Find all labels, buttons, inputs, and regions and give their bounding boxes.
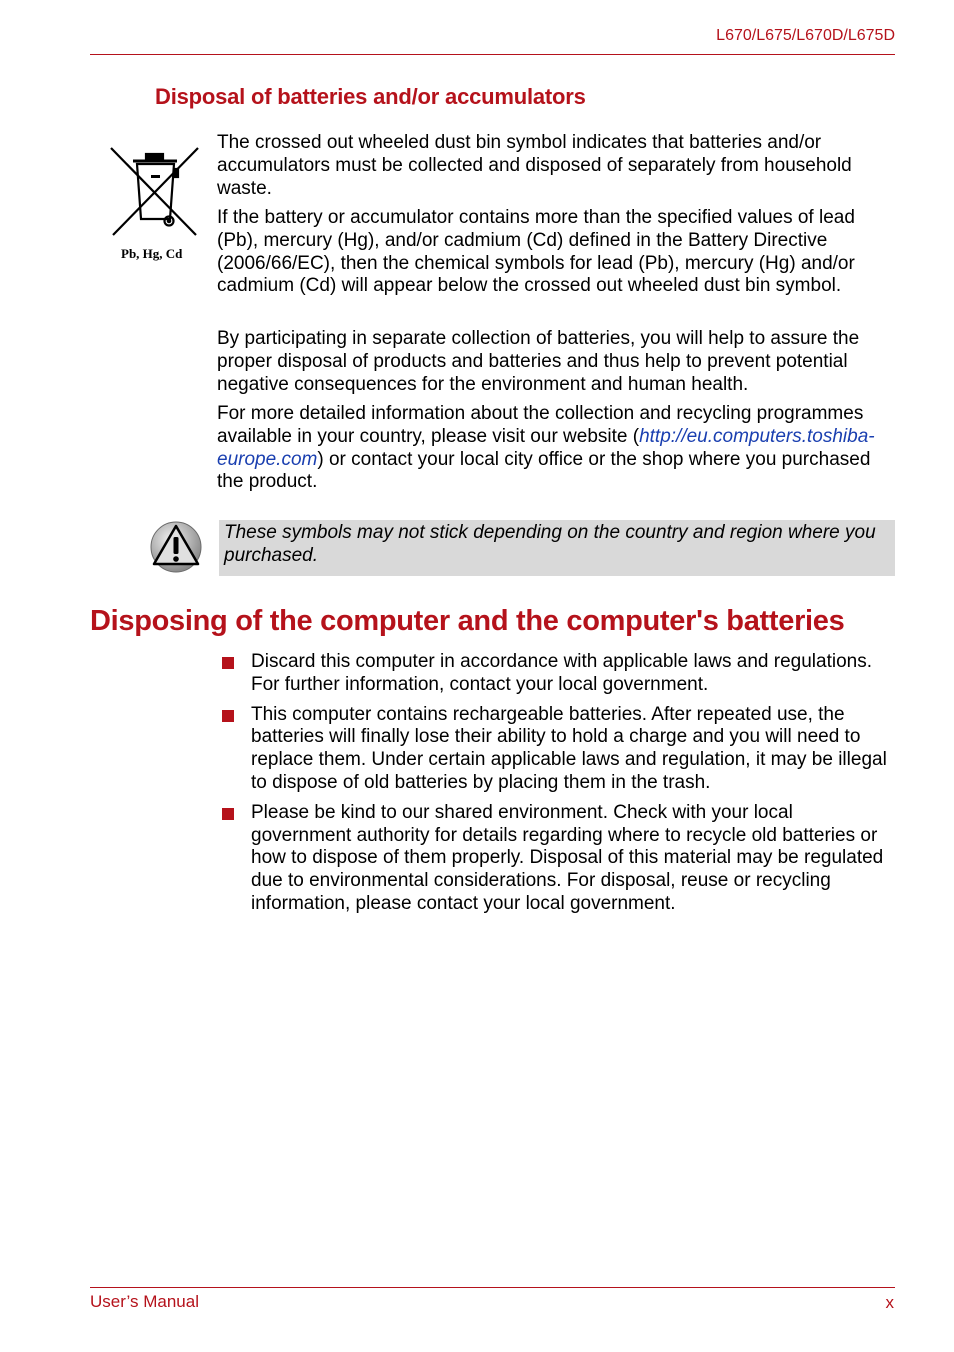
warning-icon <box>149 520 203 574</box>
list-item <box>220 651 896 697</box>
list-item-text: Discard this computer in accordance with applicable laws and regulations. For further information, contact your local government. <box>251 651 872 695</box>
subsection-title: Disposal of batteries and/or accumulators <box>155 84 586 109</box>
bullet-square-icon <box>222 657 234 669</box>
header-model: L670/L675/L670D/L675D <box>716 27 895 44</box>
footer-rule <box>90 1287 895 1288</box>
toshiba-website-link[interactable]: http://eu.computers.toshiba-europe.com <box>217 425 875 470</box>
note-box: These symbols may not stick depending on the country and region where you purchased. <box>219 520 895 576</box>
paragraph-separate-collection: By participating in separate collection of batteries, you will help to assure the proper disposal of products and batteries and thus help to prevent potential negative consequences for the environment and human health. <box>217 328 860 395</box>
list-item-text: This computer contains rechargeable batteries. After repeated use, the batteries will finally lose their ability to hold a charge and you will need to replace them. Under certain applicable laws and regulation, it may be illegal to dispose of old batteries by placing them in the trash. <box>251 703 887 793</box>
paragraph-more-info <box>217 403 893 494</box>
list-item <box>220 802 896 916</box>
list-item <box>220 704 896 795</box>
crossed-out-bin-icon <box>108 145 202 241</box>
list-item-text: Please be kind to our shared environment. Check with your local government authority for details regarding where to recycle old batteries or how to dispose of them properly. Disposal of this material may be regulated due to environmental considerations. For disposal, reuse or recycling information, please contact your local government. <box>251 801 884 914</box>
header-rule <box>90 54 895 55</box>
section-title: Disposing of the computer and the computer's batteries <box>90 605 845 637</box>
disposal-bullet-list <box>220 651 896 923</box>
footer-manual-label: User’s Manual <box>90 1292 199 1311</box>
bullet-square-icon <box>222 710 234 722</box>
more-info-text-after: ) or contact your local city office or the shop where you purchased the product. <box>217 448 871 493</box>
paragraph-bin-symbol: The crossed out wheeled dust bin symbol indicates that batteries and/or accumulators must be collected and disposed of separately from household waste. <box>217 132 852 199</box>
more-info-text-before: For more detailed information about the collection and recycling programmes available in your country, please visit our website ( <box>217 403 864 447</box>
bullet-square-icon <box>222 808 234 820</box>
page-number: x <box>885 1293 894 1312</box>
paragraph-chemical-limits: If the battery or accumulator contains more than the specified values of lead (Pb), mercury (Hg), and/or cadmium (Cd) defined in the Battery Directive (2006/66/EC), then the chemical symbols for lead (Pb), mercury (Hg) and/or cadmium (Cd) will appear below the crossed out wheeled dust bin symbol. <box>217 207 855 297</box>
chemical-symbols-caption: Pb, Hg, Cd <box>121 246 183 261</box>
